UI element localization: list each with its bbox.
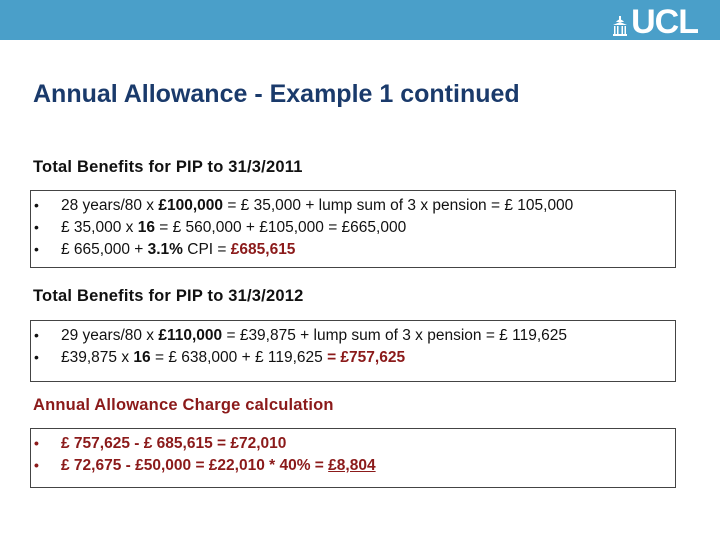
- list-item: • £ 665,000 + 3.1% CPI = £685,615: [31, 241, 675, 263]
- section3-box: [30, 428, 676, 488]
- section2-heading: Total Benefits for PIP to 31/3/2012: [33, 287, 304, 305]
- bullet-icon: •: [34, 197, 39, 213]
- section1-box: [30, 190, 676, 268]
- bullet-icon: •: [34, 457, 39, 473]
- bullet-icon: •: [34, 219, 39, 235]
- section3-heading: Annual Allowance Charge calculation: [33, 396, 334, 414]
- highlight-value: = £757,625: [327, 349, 406, 366]
- portico-icon: [613, 16, 627, 38]
- list-item: • 29 years/80 x £110,000 = £39,875 + lump sum of 3 x pension = £ 119,625: [31, 327, 675, 349]
- highlight-value: £685,615: [230, 241, 296, 258]
- list-item: • 28 years/80 x £100,000 = £ 35,000 + lump sum of 3 x pension = £ 105,000: [31, 197, 675, 219]
- list-item: • £39,875 x 16 = £ 638,000 + £ 119,625 = £757,625: [31, 349, 675, 371]
- ucl-logo: [613, 3, 698, 41]
- bullet-icon: •: [34, 327, 39, 343]
- list-item: • £ 35,000 x 16 = £ 560,000 + £105,000 = £665,000: [31, 219, 675, 241]
- section2-box: [30, 320, 676, 382]
- header-bar: [0, 0, 720, 40]
- result-value: £8,804: [328, 457, 376, 474]
- bullet-icon: •: [34, 349, 39, 365]
- bullet-icon: •: [34, 435, 39, 451]
- bullet-icon: •: [34, 241, 39, 257]
- logo-text: UCL: [631, 3, 698, 41]
- section1-heading: Total Benefits for PIP to 31/3/2011: [33, 158, 303, 176]
- list-item: • £ 72,675 - £50,000 = £22,010 * 40% = £8,804: [31, 457, 675, 479]
- list-item: • £ 757,625 - £ 685,615 = £72,010: [31, 435, 675, 457]
- page-title: Annual Allowance - Example 1 continued: [33, 80, 520, 108]
